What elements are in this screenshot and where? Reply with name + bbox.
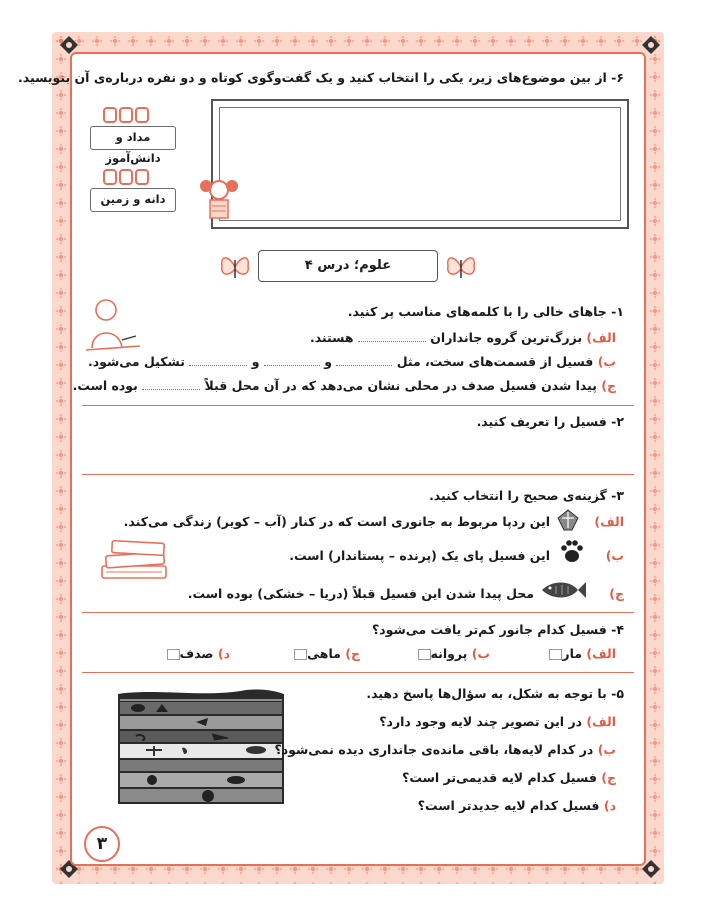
option-tag-ornament-icon	[96, 166, 156, 188]
q3-item-b: ب)	[605, 548, 624, 563]
q6-answer-box-inner	[219, 107, 621, 221]
q5-item-d: د) فسیل کدام لایه جدیدتر است؟	[417, 798, 616, 813]
q2-stem: ۲- فسیل را تعریف کنید.	[476, 414, 624, 429]
fish-fossil-icon	[538, 578, 588, 602]
q1-a-blank[interactable]	[358, 332, 426, 342]
stacked-books-illustration-icon	[96, 536, 176, 582]
q1-b-blank-2[interactable]	[264, 356, 320, 366]
q5-item-a: الف) در این تصویر چند لایه وجود دارد؟	[379, 714, 616, 729]
q4-option-c[interactable]: ج) ماهی	[290, 646, 360, 661]
q1-b-blank-1[interactable]	[336, 356, 392, 366]
q3-item-a-text: این ردپا مربوط به جانوری است که در کنار (آب – کویر) زندگی می‌کند.	[123, 514, 550, 529]
q3-item-c: ج)	[609, 586, 624, 601]
page-number: ۳	[84, 826, 120, 862]
q1-item-b: ب) فسیل از قسمت‌های سخت، مثل و و تشکیل می‌شود.	[87, 354, 616, 369]
q3-item-a: الف)	[594, 514, 624, 529]
q4-option-d[interactable]: د) صدف	[163, 646, 230, 661]
q5-item-b: ب) در کدام لایه‌ها، باقی مانده‌ی جانداری دیده نمی‌شود؟	[274, 742, 616, 757]
lesson-title: علوم؛ درس ۴	[258, 250, 438, 282]
q1-item-a: الف) بزرگ‌ترین گروه جانداران هستند.	[309, 330, 616, 345]
q4-checkbox[interactable]	[167, 649, 180, 660]
q1-stem: ۱- جاهای خالی را با کلمه‌های مناسب پر کنید.	[347, 304, 624, 319]
section-divider	[82, 405, 634, 406]
q4-checkbox[interactable]	[418, 649, 431, 660]
q1-c-blank[interactable]	[142, 380, 200, 390]
section-divider	[82, 474, 634, 475]
q2-answer-area[interactable]	[84, 434, 630, 470]
paw-print-icon	[560, 538, 584, 564]
girl-reading-illustration-icon	[198, 176, 240, 222]
q3-stem: ۳- گزینه‌ی صحیح را انتخاب کنید.	[429, 488, 624, 503]
q6-option-pencil-student: مداد و دانش‌آموز	[90, 126, 176, 150]
butterfly-icon	[444, 252, 478, 282]
boy-writing-illustration-icon	[84, 296, 140, 356]
q6-stem: ۶- از بین موضوع‌های زیر، یکی را انتخاب کنید و یک گفت‌وگوی کوتاه و دو نفره درباره‌ی آن بنویسید.	[18, 70, 624, 85]
section-divider	[82, 612, 634, 613]
q4-checkbox[interactable]	[294, 649, 307, 660]
q4-option-b[interactable]: ب) پروانه	[414, 646, 490, 661]
q1-b-blank-3[interactable]	[189, 356, 247, 366]
footprint-fossil-icon	[556, 508, 580, 532]
q4-option-a[interactable]: الف) مار	[545, 646, 616, 661]
q5-item-c: ج) فسیل کدام لایه قدیمی‌تر است؟	[402, 770, 616, 785]
q5-stem: ۵- با توجه به شکل، به سؤال‌ها پاسخ دهید.	[366, 686, 624, 701]
q3-item-c-text: محل پیدا شدن این فسیل قبلاً (دریا – خشکی) بوده است.	[187, 586, 534, 601]
q4-checkbox[interactable]	[549, 649, 562, 660]
butterfly-icon	[218, 252, 252, 282]
q3-item-b-text: این فسیل پای یک (پرنده – پستاندار) است.	[289, 548, 550, 563]
rock-layers-fossil-diagram	[116, 688, 286, 806]
section-divider	[82, 672, 634, 673]
q1-item-c: ج) پیدا شدن فسیل صدف در محلی نشان می‌دهد که در آن محل قبلاً بوده است.	[72, 378, 616, 393]
q6-option-seed-earth: دانه و زمین	[90, 188, 176, 212]
q4-stem: ۴- فسیل کدام جانور کم‌تر یافت می‌شود؟	[372, 622, 624, 637]
option-tag-ornament-icon	[96, 104, 156, 126]
